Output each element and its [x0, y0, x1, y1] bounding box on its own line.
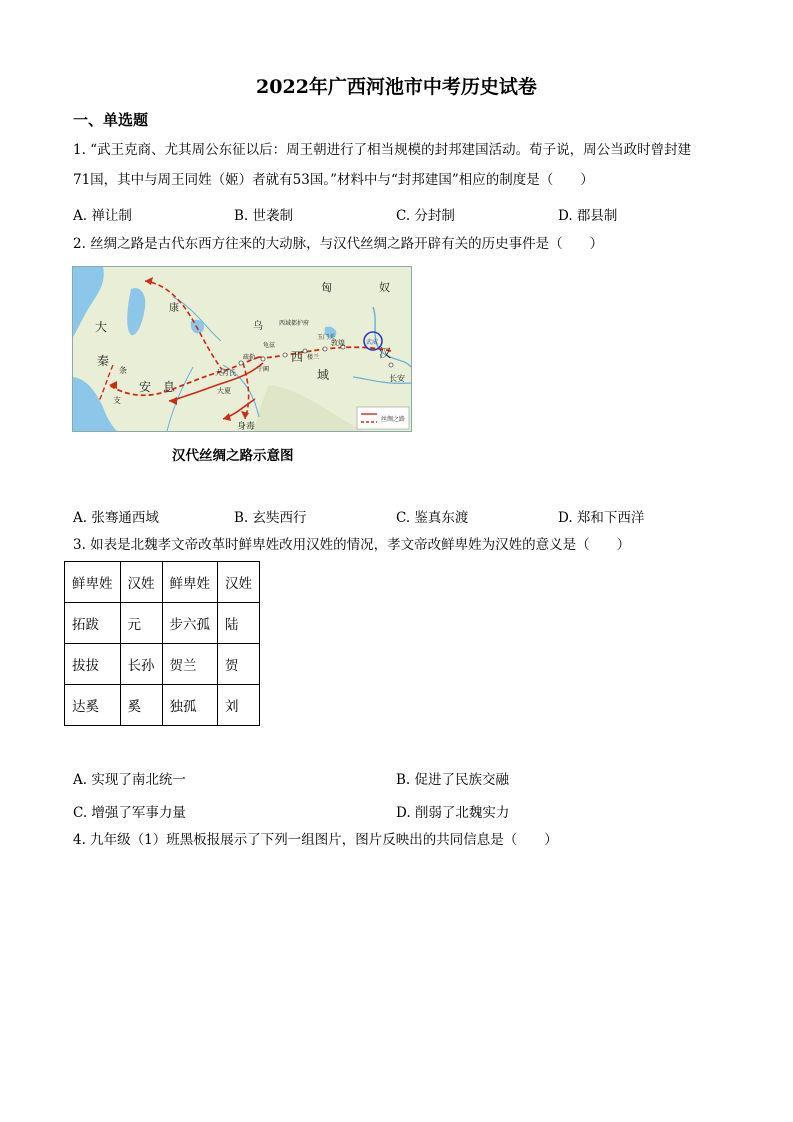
map-label-xi2: 息	[163, 380, 176, 394]
q2-option-b: B. 玄奘西行	[234, 510, 307, 526]
map-label-wusun: 乌	[253, 321, 263, 332]
q2-option-d: D. 郑和下西洋	[558, 510, 645, 526]
table-cell: 拓跋	[65, 603, 121, 644]
map-label-xiyu-duhu: 西域都护府	[279, 320, 310, 327]
table-row	[65, 685, 260, 726]
table-cell: 贺	[218, 644, 260, 685]
q2-option-c: C. 鉴真东渡	[396, 510, 469, 526]
map-label-han: 汉	[379, 346, 392, 360]
map-label-zhi: 支	[113, 396, 121, 405]
map-label-yuezhi: 大月氏	[215, 369, 236, 377]
map-label-shendu: 身毒	[237, 422, 256, 431]
q3-option-b: B. 促进了民族交融	[396, 772, 510, 788]
silk-road-map	[72, 266, 412, 432]
map-label-an: 安	[139, 380, 152, 394]
map-label-xi: 西	[291, 350, 304, 364]
table-cell: 长孙	[120, 644, 162, 685]
map-label-wuwei: 武威	[366, 339, 379, 346]
section-heading: 一、单选题	[73, 111, 149, 129]
table-cell: 鲜卑姓	[162, 562, 218, 603]
map-label-yumen: 玉门关	[317, 334, 336, 341]
map-label-tiaozhi: 条	[119, 366, 127, 375]
map-label-xiongnu-1: 匈	[321, 281, 332, 294]
map-label-da: 大	[95, 320, 108, 334]
question-4-text: 4. 九年级（1）班黑板报展示了下列一组图片，图片反映出的共同信息是（ ）	[73, 832, 558, 848]
map-label-dunhuang: 敦煌	[331, 339, 345, 347]
map-label-yu: 域	[317, 368, 330, 382]
map-label-shule: 疏勒	[243, 354, 256, 361]
table-cell: 奚	[120, 685, 162, 726]
page-title: 2022年广西河池市中考历史试卷	[256, 76, 537, 98]
table-cell: 汉姓	[120, 562, 162, 603]
table-cell: 步六孤	[162, 603, 218, 644]
question-1-line-2: 71国，其中与周王同姓（姬）者就有53国。”材料中与“封邦建国”相应的制度是（ ）	[73, 172, 594, 188]
map-label-daxia: 大夏	[217, 387, 231, 395]
q3-option-d: D. 削弱了北魏实力	[396, 805, 510, 821]
map-legend	[357, 407, 409, 429]
table-cell: 元	[120, 603, 162, 644]
surname-table	[64, 561, 260, 726]
q1-option-b: B. 世袭制	[234, 208, 294, 224]
question-1-line-1: 1. “武王克商、尤其周公东征以后：周王朝进行了相当规模的封邦建国活动。荀子说，周公当政时曾封建	[73, 142, 692, 158]
table-cell: 达奚	[65, 685, 121, 726]
map-label-qin: 秦	[97, 354, 110, 368]
map-legend-label: 丝绸之路	[381, 416, 406, 423]
map-caption: 汉代丝绸之路示意图	[172, 448, 294, 464]
table-cell: 陆	[218, 603, 260, 644]
map-label-yutian: 于阗	[257, 366, 270, 373]
table-cell: 贺兰	[162, 644, 218, 685]
table-cell: 独孤	[162, 685, 218, 726]
table-row	[65, 603, 260, 644]
q3-option-a: A. 实现了南北统一	[73, 772, 186, 788]
map-label-kangju: 康	[169, 303, 179, 314]
table-row	[65, 644, 260, 685]
map-label-changan: 长安	[389, 374, 405, 383]
table-cell: 刘	[218, 685, 260, 726]
q1-option-d: D. 郡县制	[558, 208, 618, 224]
table-row	[65, 562, 260, 603]
q2-option-a: A. 张骞通西域	[73, 510, 159, 526]
map-label-loulan: 楼兰	[307, 354, 320, 361]
q1-option-a: A. 禅让制	[73, 208, 132, 224]
question-2-text: 2. 丝绸之路是古代东西方往来的大动脉，与汉代丝绸之路开辟有关的历史事件是（ ）	[73, 236, 604, 252]
question-3-text: 3. 如表是北魏孝文帝改革时鲜卑姓改用汉姓的情况，孝文帝改鲜卑姓为汉姓的意义是（ ）	[73, 537, 631, 553]
q1-option-c: C. 分封制	[396, 208, 455, 224]
table-cell: 拔拔	[65, 644, 121, 685]
table-cell: 鲜卑姓	[65, 562, 121, 603]
map-label-xiongnu-2: 奴	[379, 281, 390, 294]
q3-option-c: C. 增强了军事力量	[73, 805, 186, 821]
map-label-qiuci: 龟兹	[263, 342, 276, 349]
table-cell: 汉姓	[218, 562, 260, 603]
